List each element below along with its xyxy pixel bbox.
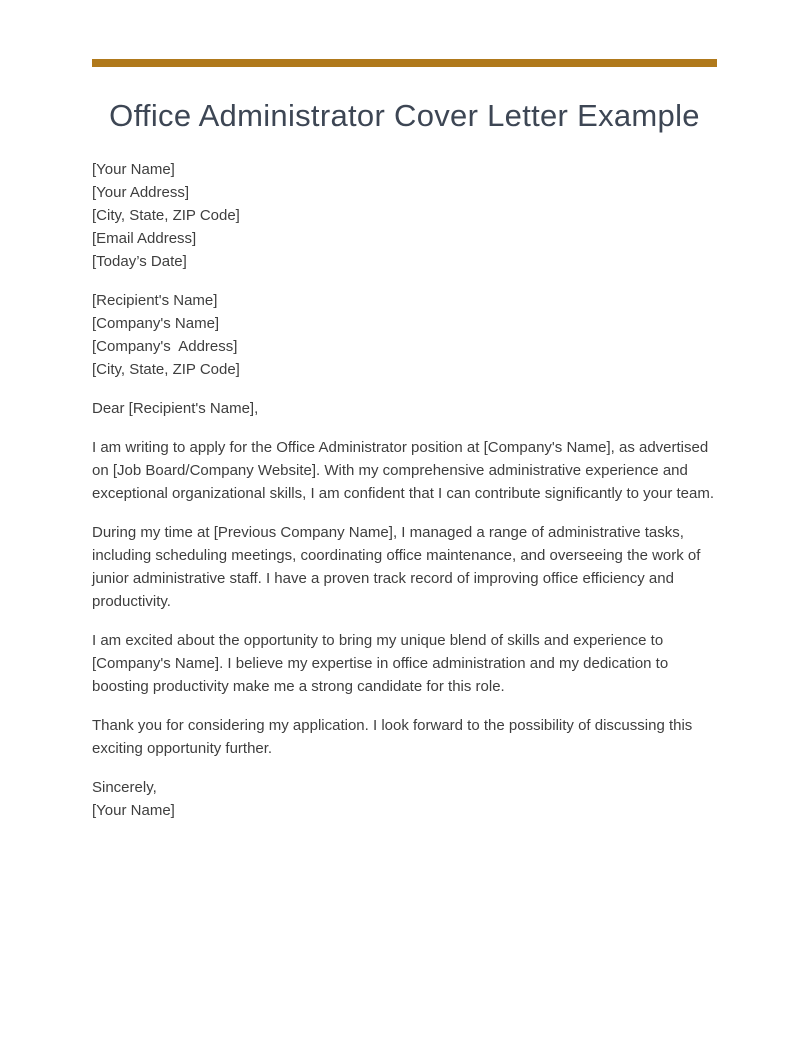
body-paragraph-1: I am writing to apply for the Office Administrator position at [Company's Name], as advertised on [Job Board/Company Website]. With my comprehensive administrative experience and exceptional organizational skills, I am confident that I can contribute significantly to your team.	[92, 438, 714, 502]
recipient-company-line: [Company's Name]	[92, 314, 220, 332]
sender-email-line: [Email Address]	[92, 229, 197, 247]
salutation-block	[92, 397, 717, 420]
sender-city-line: [City, State, ZIP Code]	[92, 206, 240, 224]
body-paragraph-4: Thank you for considering my application. I look forward to the possibility of discussing this exciting opportunity further.	[92, 716, 697, 757]
recipient-name-line: [Recipient's Name]	[92, 291, 218, 309]
recipient-city-line: [City, State, ZIP Code]	[92, 360, 240, 378]
sender-block	[92, 158, 717, 273]
recipient-address-line: [Company's Address]	[92, 337, 238, 355]
closing: Sincerely,	[92, 778, 157, 796]
recipient-block	[92, 289, 717, 381]
page-title: Office Administrator Cover Letter Example	[109, 98, 700, 133]
signature: [Your Name]	[92, 801, 175, 819]
accent-rule	[92, 59, 717, 67]
letter-body	[92, 158, 717, 822]
sender-date-line: [Today’s Date]	[92, 252, 187, 270]
sender-address-line: [Your Address]	[92, 183, 190, 201]
salutation: Dear [Recipient's Name],	[92, 399, 259, 417]
signature-block	[92, 776, 717, 822]
body-paragraph-2: During my time at [Previous Company Name], I managed a range of administrative tasks, including scheduling meetings, coordinating office maintenance, and overseeing the work of junior administrative staff. I have a proven track record of improving office efficiency and productivity.	[92, 523, 705, 610]
sender-name-line: [Your Name]	[92, 160, 175, 178]
body-paragraph-3: I am excited about the opportunity to bring my unique blend of skills and experience to [Company's Name]. I believe my expertise in office administration and my dedication to boosting productivity make me a strong candidate for this role.	[92, 631, 673, 695]
